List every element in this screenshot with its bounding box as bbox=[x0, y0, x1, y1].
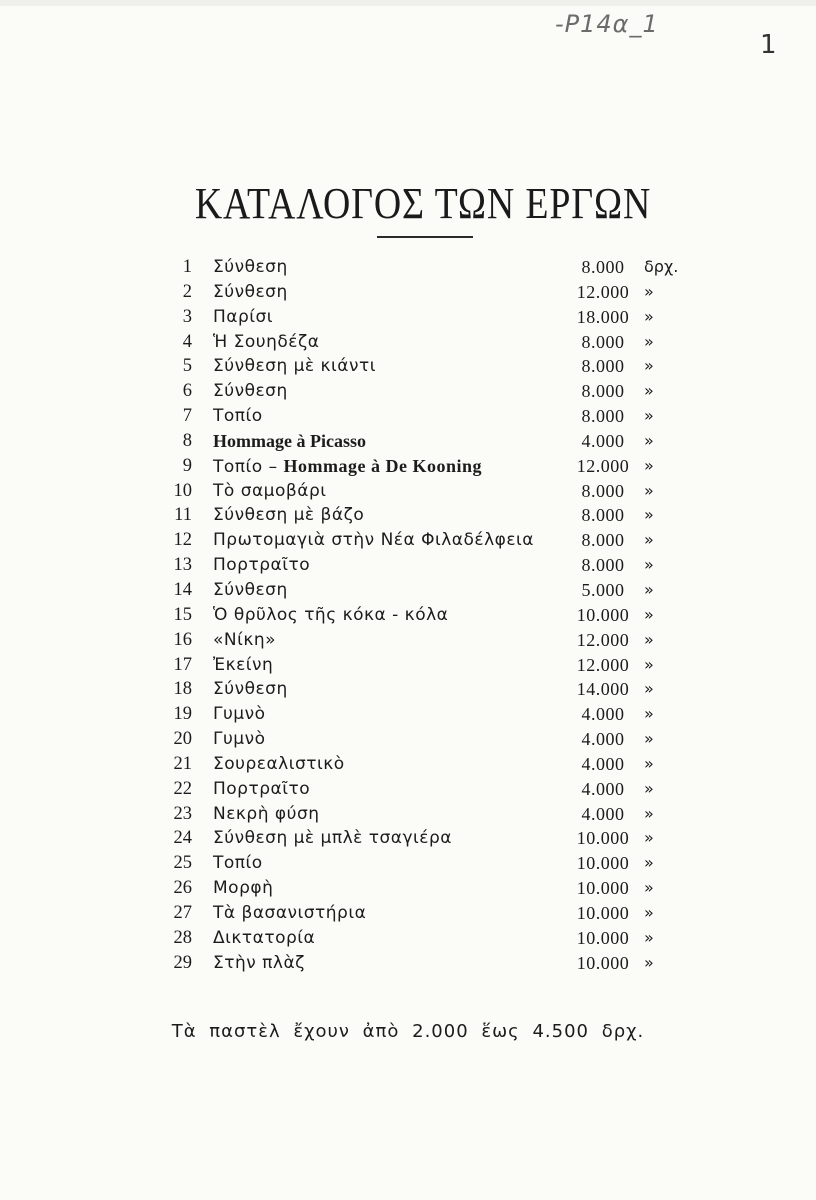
item-title: «Νίκη» bbox=[213, 629, 277, 650]
item-title: Πορτραῖτο bbox=[213, 555, 311, 576]
item-number: 4 bbox=[182, 331, 192, 352]
item-currency: » bbox=[644, 803, 654, 823]
item-title: Ἡ Σουηδέζα bbox=[213, 331, 320, 352]
item-price: 14.000 bbox=[576, 679, 630, 700]
item-number: 24 bbox=[173, 828, 192, 849]
item-title: Τοπίο bbox=[213, 406, 263, 427]
item-currency: » bbox=[644, 679, 654, 699]
item-title: Σύνθεση μὲ κιάντι bbox=[213, 356, 376, 377]
item-number: 15 bbox=[173, 604, 192, 625]
item-currency: » bbox=[644, 281, 654, 301]
item-number: 25 bbox=[173, 853, 192, 874]
item-currency: » bbox=[644, 530, 654, 550]
item-title: Τοπίο bbox=[213, 853, 263, 874]
item-price: 10.000 bbox=[576, 878, 630, 899]
item-title: Μορφὴ bbox=[213, 878, 274, 899]
item-number: 2 bbox=[182, 281, 192, 302]
list-item bbox=[168, 826, 668, 851]
item-price: 10.000 bbox=[576, 902, 630, 923]
list-item bbox=[168, 752, 668, 777]
list-item bbox=[168, 479, 668, 504]
item-price: 8.000 bbox=[581, 406, 625, 427]
item-price: 4.000 bbox=[581, 753, 625, 774]
item-price: 10.000 bbox=[576, 952, 630, 973]
item-price: 8.000 bbox=[581, 480, 625, 501]
item-number: 6 bbox=[182, 381, 192, 402]
item-number: 26 bbox=[173, 878, 192, 899]
item-currency: » bbox=[644, 828, 654, 848]
pastel-price-note: Τὰ παστὲλ ἔχουν ἀπὸ 2.000 ἕως 4.500 δρχ. bbox=[171, 1021, 645, 1042]
item-price: 8.000 bbox=[581, 331, 625, 352]
item-number: 20 bbox=[173, 729, 192, 750]
list-item bbox=[168, 926, 668, 951]
item-price: 4.000 bbox=[581, 729, 625, 750]
item-title: Ἐκείνη bbox=[213, 654, 274, 675]
item-number: 12 bbox=[173, 530, 192, 551]
item-price: 8.000 bbox=[581, 257, 625, 277]
handwritten-reference: -Ρ14α_1 bbox=[555, 10, 659, 38]
list-item bbox=[168, 429, 668, 454]
list-item bbox=[168, 454, 668, 479]
item-currency: » bbox=[644, 654, 654, 674]
list-item bbox=[168, 379, 668, 404]
item-title: Παρίσι bbox=[213, 306, 274, 327]
item-currency: » bbox=[644, 430, 654, 450]
page-number: 1 bbox=[760, 30, 777, 60]
list-item bbox=[168, 503, 668, 528]
item-title: Δικτατορία bbox=[213, 927, 316, 948]
item-price: 4.000 bbox=[581, 430, 625, 451]
item-price: 8.000 bbox=[581, 555, 625, 576]
list-item bbox=[168, 578, 668, 603]
list-item bbox=[168, 777, 668, 802]
item-number: 10 bbox=[173, 480, 192, 501]
item-price: 12.000 bbox=[576, 629, 630, 650]
list-item bbox=[168, 677, 668, 702]
item-price: 12.000 bbox=[576, 281, 630, 302]
list-item bbox=[168, 727, 668, 752]
item-price: 5.000 bbox=[581, 579, 625, 600]
item-title: Νεκρὴ φύση bbox=[213, 803, 320, 824]
item-number: 23 bbox=[173, 803, 192, 824]
item-number: 14 bbox=[173, 579, 192, 600]
item-currency: » bbox=[644, 927, 654, 947]
list-item bbox=[168, 702, 668, 727]
item-price: 4.000 bbox=[581, 704, 625, 725]
list-item bbox=[168, 330, 668, 355]
item-price: 12.000 bbox=[576, 455, 630, 476]
item-currency: » bbox=[644, 604, 654, 624]
item-price: 8.000 bbox=[581, 356, 625, 377]
item-title: Τὸ σαμοβάρι bbox=[213, 480, 327, 501]
item-number: 21 bbox=[173, 753, 192, 774]
item-title bbox=[213, 454, 482, 479]
list-item bbox=[168, 653, 668, 678]
catalog-title: ΚΑΤΑΛΟΓΟΣ ΤΩΝ ΕΡΓΩΝ bbox=[194, 179, 652, 228]
item-number: 11 bbox=[174, 505, 192, 526]
list-item bbox=[168, 280, 668, 305]
item-price: 10.000 bbox=[576, 604, 630, 625]
item-number: 8 bbox=[182, 430, 192, 451]
item-currency: » bbox=[644, 878, 654, 898]
item-number: 3 bbox=[182, 306, 192, 327]
item-currency: » bbox=[644, 952, 654, 972]
item-currency: » bbox=[644, 331, 654, 351]
list-item bbox=[168, 305, 668, 330]
list-item bbox=[168, 951, 668, 976]
item-number: 17 bbox=[173, 654, 192, 675]
item-title: Πρωτομαγιὰ στὴν Νέα Φιλαδέλφεια bbox=[213, 530, 535, 551]
list-item bbox=[168, 628, 668, 653]
item-price: 12.000 bbox=[576, 654, 630, 675]
item-price: 18.000 bbox=[576, 306, 630, 327]
item-price: 4.000 bbox=[581, 803, 625, 824]
list-item bbox=[168, 553, 668, 578]
item-currency: » bbox=[644, 406, 654, 426]
item-title: Τὰ βασανιστήρια bbox=[213, 902, 367, 923]
list-item bbox=[168, 901, 668, 926]
item-number: 7 bbox=[182, 406, 192, 427]
item-number: 9 bbox=[182, 455, 192, 476]
item-currency: » bbox=[644, 902, 654, 922]
list-item bbox=[168, 851, 668, 876]
item-title: Ὁ θρῦλος τῆς κόκα - κόλα bbox=[213, 604, 449, 625]
title-underline bbox=[377, 236, 473, 238]
item-number: 13 bbox=[173, 555, 192, 576]
list-item bbox=[168, 528, 668, 553]
item-price: 10.000 bbox=[576, 853, 630, 874]
item-title: Σύνθεση bbox=[213, 579, 288, 600]
list-item bbox=[168, 802, 668, 827]
item-number: 1 bbox=[182, 257, 192, 277]
list-item bbox=[168, 876, 668, 901]
item-number: 29 bbox=[173, 952, 192, 973]
item-title: Πορτραῖτο bbox=[213, 778, 311, 799]
item-price: 4.000 bbox=[581, 778, 625, 799]
item-price: 8.000 bbox=[581, 505, 625, 526]
item-currency: » bbox=[644, 480, 654, 500]
item-title: Στὴν πλὰζ bbox=[213, 952, 305, 973]
item-title: Σύνθεση μὲ μπλὲ τσαγιέρα bbox=[213, 828, 452, 849]
item-title: Σύνθεση bbox=[213, 257, 288, 277]
list-item bbox=[168, 404, 668, 429]
item-title: Σουρεαλιστικὸ bbox=[213, 753, 345, 774]
item-title: Γυμνὸ bbox=[213, 729, 266, 750]
works-list bbox=[168, 255, 679, 975]
item-title: Σύνθεση bbox=[213, 679, 288, 700]
item-number: 27 bbox=[173, 902, 192, 923]
item-currency: δρχ. bbox=[644, 257, 679, 276]
item-title: Σύνθεση μὲ βάζο bbox=[213, 505, 365, 526]
item-number: 5 bbox=[182, 356, 192, 377]
list-item bbox=[168, 603, 668, 628]
item-currency: » bbox=[644, 629, 654, 649]
item-number: 18 bbox=[173, 679, 192, 700]
list-item bbox=[168, 354, 668, 379]
paper-edge bbox=[0, 0, 816, 6]
item-currency: » bbox=[644, 356, 654, 376]
item-currency: » bbox=[644, 753, 654, 773]
item-currency: » bbox=[644, 505, 654, 525]
item-currency: » bbox=[644, 579, 654, 599]
item-title: Hommage à Picasso bbox=[213, 430, 366, 451]
item-currency: » bbox=[644, 555, 654, 575]
item-number: 16 bbox=[173, 629, 192, 650]
item-title-bold: Hommage à De Kooning bbox=[283, 455, 482, 476]
item-number: 28 bbox=[173, 927, 192, 948]
item-currency: » bbox=[644, 306, 654, 326]
item-currency: » bbox=[644, 704, 654, 724]
item-title: Γυμνὸ bbox=[213, 704, 266, 725]
item-currency: » bbox=[644, 778, 654, 798]
item-price: 8.000 bbox=[581, 530, 625, 551]
item-title: Σύνθεση bbox=[213, 381, 288, 402]
item-currency: » bbox=[644, 853, 654, 873]
item-number: 22 bbox=[173, 778, 192, 799]
item-title: Σύνθεση bbox=[213, 281, 288, 302]
item-title-prefix: Τοπίο – bbox=[213, 456, 284, 477]
item-price: 10.000 bbox=[576, 927, 630, 948]
item-price: 8.000 bbox=[581, 381, 625, 402]
item-currency: » bbox=[644, 381, 654, 401]
item-number: 19 bbox=[173, 704, 192, 725]
list-item bbox=[168, 255, 679, 280]
item-price: 10.000 bbox=[576, 828, 630, 849]
item-currency: » bbox=[644, 455, 654, 475]
item-currency: » bbox=[644, 729, 654, 749]
